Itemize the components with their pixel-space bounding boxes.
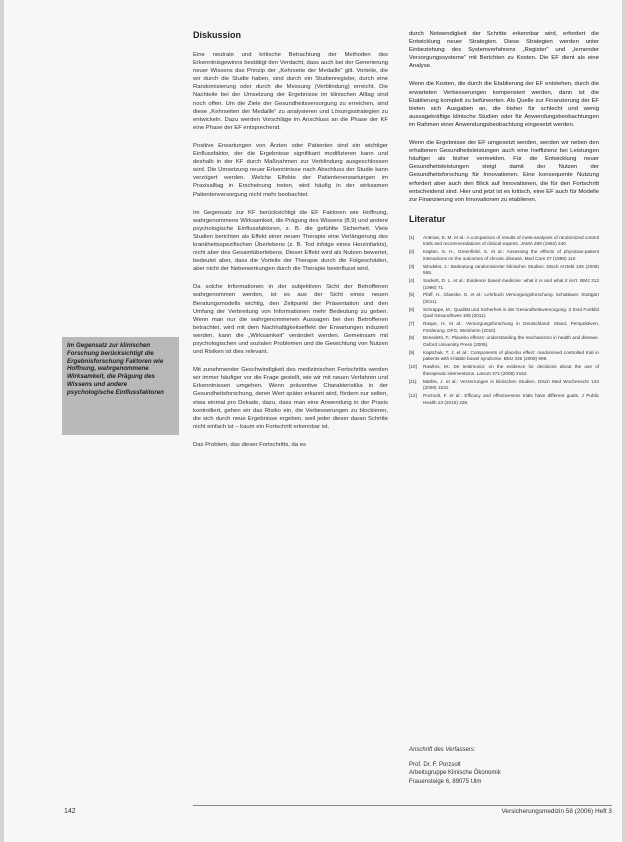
reference-text: Rawlins, M.: De testimonio: on the evidence for decisions about the use of therapeutic interventions. Lancet 372 (2008) 2152. (423, 364, 599, 376)
reference-number: [6] (409, 306, 415, 312)
reference-text: Kaptchuk, T. J. et al.: Components of placebo effect: randomised controlled trial in patients with irritable bowel syndrome. BMJ 336 (2008) 999. (423, 349, 599, 362)
reference-text: Windeler, J.: Bedeutung randomisierter klinischer Studien. Dtsch Arztebl 105 (2008) 565. (423, 263, 599, 276)
reference-text: Sackett, D. L. et al.: Evidence based medicine: what it is and what it isn't. BMJ 312 (1996) 71. (423, 277, 599, 290)
reference-number: [1] (409, 234, 415, 240)
reference-number: [7] (409, 321, 415, 327)
right-column (409, 30, 599, 407)
reference-item (409, 307, 599, 320)
reference-item (409, 292, 599, 305)
reference-number: [2] (409, 249, 415, 255)
reference-item (409, 379, 599, 392)
discussion-heading: Diskussion (193, 30, 242, 40)
left-column (193, 30, 388, 459)
reference-number: [10] (409, 364, 417, 370)
reference-text: Antman, E. M. et al.: A comparison of results of meta-analyses of randomized control trials and recommendations of clinical experts. JAMA 268 (1992) 240. (423, 234, 599, 247)
reference-text: Mathis, J. et al.: Verzerrungen in klinischen Studien. Dtsch Med Wochenschr 133 (2008) 1531. (423, 378, 599, 391)
reference-item (409, 235, 599, 248)
reference-text: Raspe, H. et al.: Versorgungsforschung in Deutschland: Stand, Perspektiven, Förderung. DFG, Weinheim (2010). (423, 321, 599, 333)
reference-item (409, 350, 599, 363)
reference-text: Kaplan, S. H., Greenfield, S. et al.: Assessing the effects of physician-patient interactions on the outcomes of chronic disease. Med Care 27 (1989) 110. (423, 249, 599, 261)
reference-number: [3] (409, 263, 415, 269)
reference-item (409, 321, 599, 334)
paragraph: Das Problem, das dieser Fortschritts, da es (193, 441, 306, 448)
reference-number: [4] (409, 277, 415, 283)
paragraph: Mit zunehmender Geschwindigkeit des medizinischen Fortschritts werden wir immer häufiger vor die Frage gestellt, wie wir mit neuen Verfahren und Erkenntnissen umgehen. Wenn präventive Charakteristika in der Gesundheitsforschung, deren Wert später erkannt wird, fördern nur selten, etwa einmal pro Dekade, dazu, dass man eine Anwendung in der Praxis kontrolliert, gehen wir das Risiko ein, die Verbesserungen zu blockieren, die sich durch neue Ergebnisse ergeben, weil jeder dieser daran Schritte nicht einfach ist – kaum ein Fortschritt erkennbar ist. (193, 367, 388, 430)
reference-item (409, 364, 599, 377)
paragraph: Wenn die Ergebnisse der EF umgesetzt werden, werden wir neben den erhaltenen Gesundheitsleistungen auch eine Ineffizienz bei Leistungen häufiger als bisher vermeiden. Für die Entwicklung neuer Gesundheitsleistungen steigt damit der Nutzen der Gesundheitsforschung für Innovationen. Eine konsequente Nutzung erfordert aber auch den Blick auf Innovationen, die für den Fortschritt entscheidend sind. Hier und jetzt ist es kritisch, eine EF auch für Modelle zur Finanzierung von Innovationen zu etablieren. (409, 140, 599, 203)
reference-text: Schrappe, M.: Qualität und Sicherheit in der Gesundheitsversorgung. Z Evid Fortbild Qual Gesundhwes 105 (2011). (423, 306, 599, 319)
paragraph: Wenn die Kosten, die durch die Etablierung der EF entstehen, durch die erwarteten Verbesserungen kompensiert werden, dann ist die Etablierung komplett zu befürworten. Als Quelle zur Finanzierung der EF bieten sich Ausgaben an, die bisher für schlecht und wenig aussagekräftige klinische Studien oder für Anwendungsbeobachtungen im Rahmen einer Anwendungsbeobachtung eingesetzt werden. (409, 81, 599, 128)
reference-item (409, 393, 599, 406)
address-line: Prof. Dr. F. Porzsolt (409, 761, 461, 768)
literature-heading: Literatur (409, 213, 446, 224)
journal-footer: Versicherungsmedizin 58 (2006) Heft 3 (193, 805, 612, 815)
reference-item (409, 335, 599, 348)
reference-number: [8] (409, 335, 415, 341)
reference-number: [12] (409, 392, 417, 398)
reference-item (409, 264, 599, 277)
paragraph: Im Gegensatz zur KF berücksichtigt die EF Faktoren wie Hoffnung, wahrgenommene Wirksamkeit, die Prägung des Wissens (8,9) und andere psychologische Einflussfaktoren, z. B. die gefühlte Sicherheit. Viele Studien berichten als Effekt einer neuen Therapie eine Verlängerung des krankheitsspezifischen Überlebens (z. B. Tod infolge eines Herzinfarkts), nicht aber des Gesamtüberlebens. Dieser Effekt wird als Nutzen bewertet, bedeutet aber, dass die Vorteile der Therapie durch die Folgeschäden, aber nicht der Nebenwirkungen durch die Therapie beeinflusst wird. (193, 209, 388, 273)
paragraph: Positive Erwartungen von Ärzten oder Patienten sind ein wichtiger Einflussfaktor, der die Ergebnisse signifikant modifizieren kann und deshalb in der KF durch Maßnahmen zur Verblindung ausgeschlossen wird. Die Umsetzung neuer Erkenntnisse nach Abschluss der Studie kann verzögert werden. Welche Effekte der Patientenerwartungen im Praxisalltag in Erscheinung treten, wird häufig in der wirksamen Patientenversorgung nicht mehr beobachtet. (193, 142, 388, 198)
reference-text: Pfaff, H., Glaeske, G. et al.: Lehrbuch Versorgungsforschung. Schattauer, Stuttgart (2011). (423, 292, 599, 304)
reference-number: [5] (409, 292, 415, 298)
paragraph: Eine neutrale und kritische Betrachtung der Methoden des Erkenntnisgewinns bestätigt den Verdacht, dass auch bei der Generierung neuer Wissens das Prinzip der „Kehrseite der Medaille“ gilt. Vorteile, die wir durch die Studie haben, sind durch ein Studienregister, durch eine Randomisierung oder durch die Messung (Verblindung) erreicht. Die Nachteile bei der Umsetzung der Ergebnisse im klinischen Alltag sind noch offen. Um die Ziele der Gesundheitsversorgung zu erreichen, sind diese „Kehrseiten der Medaille“ zu analysieren und Lösungsstrategien zu entwickeln. Dazu werden Vorschläge im Anschluss an die Phase der KF eine Phase der EF entsprechend. (193, 52, 388, 131)
reference-text: Benedetti, F.: Placebo effects: understanding the mechanisms in health and disease. Oxford University Press (2009). (423, 335, 599, 347)
address-label: Anschrift des Verfassers: (409, 747, 476, 753)
sidebar-callout-text: Im Gegensatz zur klinischen Forschung berücksichtigt die Ergebnisforschung Faktoren wie Hoffnung, wahrgenommene Wirksamkeit, die Prägung des Wissens und andere psychologische Einflussfaktoren (67, 342, 164, 396)
document-page (4, 0, 622, 842)
reference-item (409, 278, 599, 291)
page-number: 142 (64, 808, 76, 815)
reference-number: [11] (409, 378, 417, 384)
author-address (409, 746, 501, 786)
address-line: Frauensteige 6, 89075 Ulm (409, 778, 482, 785)
reference-text: Porzsolt, F. et al.: Efficacy and effectiveness trials have different goals. J Public Health 23 (2015) 229. (423, 392, 599, 405)
sidebar-callout (62, 337, 179, 435)
reference-list (409, 235, 599, 406)
paragraph: durch Notwendigkeit der Schritte erkennbar wird, erfordert die Entwicklung neuer Strategien. Diese Strategien werden unter Einbeziehung des Systemverfahrens „Register“ und „lernender Versorgungssysteme“ mit Berichten zu Kosten. Die EF dient als eine Analyse. (409, 31, 599, 70)
address-line: Arbeitsgruppe Klinische Ökonomik (409, 770, 501, 777)
paragraph: Da solche Informationen in der subjektiven Sicht der Betroffenen wahrgenommen werden, ist es aus der Sicht eines neuen Beratungsmodells wichtig, den Zeitpunkt der Präsentation und den Umfang der Verbreitung von Informationen mehr Bedeutung zu geben. Wenn man nur die wahrgenommenen Aussagen bei den Betroffenen betrachtet, wird mit dem Nachhaltigkeitseffekt der Erwartungen induziert werden, kann die „Wirksamkeit“ verändert werden. Gemeinsam mit psychologischen und sozialen Problemen und die Gewichtung von Nutzen und Risiken ist dies relevant. (193, 284, 388, 356)
reference-number: [9] (409, 349, 415, 355)
reference-item (409, 249, 599, 262)
